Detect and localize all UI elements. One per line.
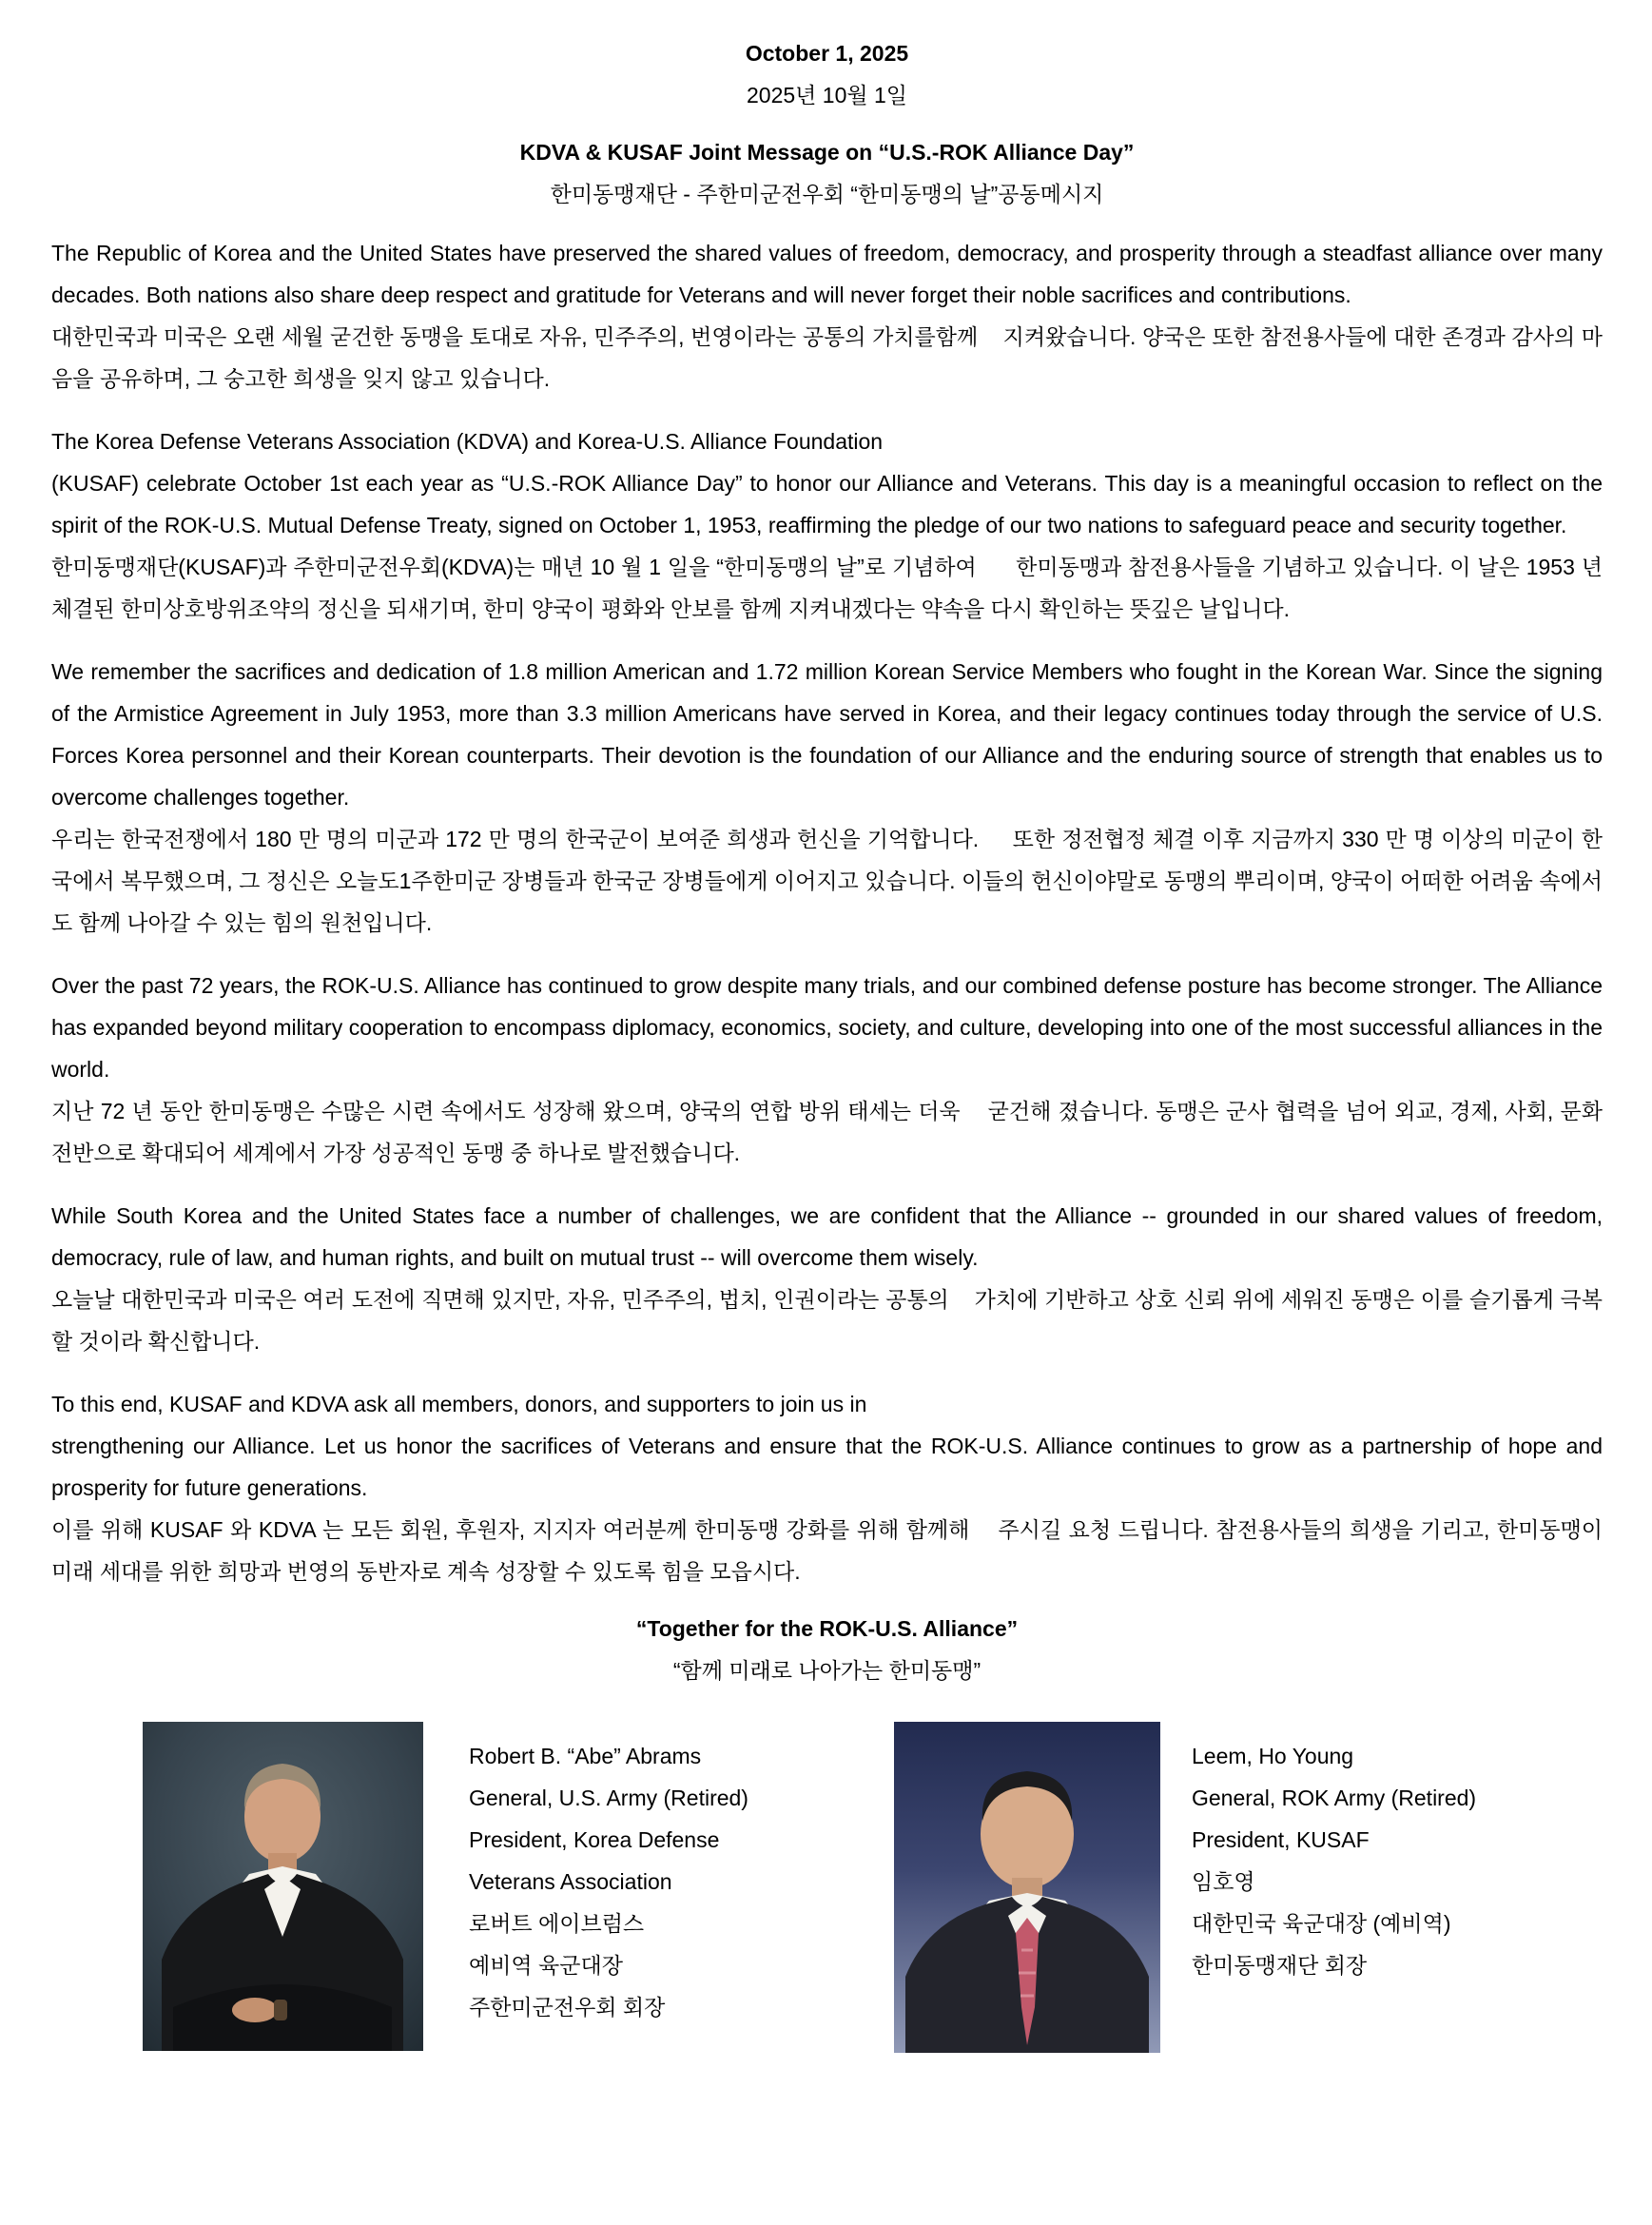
paragraph [51, 1195, 1603, 1362]
message-paragraphs [51, 232, 1603, 1592]
signature-line: Veterans Association [469, 1869, 672, 1894]
paragraph-text-ko: 오늘날 대한민국과 미국은 여러 도전에 직면해 있지만, 자유, 민주주의, 법치, 인권이라는 공통의 가치에 기반하고 상호 신뢰 위에 세워진 동맹은 이를 슬기롭게 극복할 것이라 확신합니다. [51, 1287, 1603, 1354]
paragraph [51, 1383, 1603, 1592]
signature-line: Leem, Ho Young [1192, 1744, 1354, 1768]
signature-line: General, ROK Army (Retired) [1192, 1786, 1477, 1810]
document-header [51, 32, 1603, 116]
signature-line: 임호영 [1192, 1869, 1255, 1894]
paragraph-text-en: The Korea Defense Veterans Association (KDVA) and Korea-U.S. Alliance Foundation [51, 429, 884, 454]
leem-portrait-photo [894, 1722, 1160, 2053]
signature-line: 로버트 에이브럼스 [469, 1911, 645, 1936]
paragraph-text-ko: 대한민국과 미국은 오랜 세월 굳건한 동맹을 토대로 자유, 민주주의, 번영이라는 공통의 가치를함께 지켜왔습니다. 양국은 또한 참전용사들에 대한 존경과 감사의 마음을 공유하며, 그 숭고한 희생을 잊지 않고 있습니다. [51, 324, 1603, 391]
signature-line: 주한미군전우회 회장 [469, 1995, 666, 2020]
paragraph-text-ko: 이를 위해 KUSAF 와 KDVA 는 모든 회원, 후원자, 지지자 여러분께 한미동맹 강화를 위해 함께해 주시길 요청 드립니다. 참전용사들의 희생을 기리고, 한미동맹이 미래 세대를 위한 희망과 번영의 동반자로 계속 성장할 수 있도록 힘을 모읍시다. [51, 1517, 1603, 1584]
signature-line: 한미동맹재단 회장 [1192, 1953, 1368, 1978]
date-english: October 1, 2025 [745, 41, 909, 66]
signature-line: 대한민국 육군대장 (예비역) [1192, 1911, 1451, 1936]
paragraph-text-en: (KUSAF) celebrate October 1st each year as “U.S.-ROK Alliance Day” to honor our Alliance and Veterans. This day is a meaningful occasion to reflect on the spirit of the ROK-U.S. Mutual Defense Treaty, signed on October 1, 1953, reaffirming the pledge of our two nations to safeguard peace and security together. [51, 471, 1603, 537]
paragraph-text-en: To this end, KUSAF and KDVA ask all members, donors, and supporters to join us in [51, 1392, 867, 1416]
paragraph [51, 651, 1603, 944]
document-title-block [51, 131, 1603, 215]
date-korean: 2025년 10월 1일 [747, 83, 907, 107]
signature-line: 예비역 육군대장 [469, 1953, 623, 1978]
paragraph-text-en: Over the past 72 years, the ROK-U.S. Alliance has continued to grow despite many trials, and our combined defense posture has become stronger. The Alliance has expanded beyond military cooperation to encompass diplomacy, economics, society, and culture, developing into one of the most successful alliances in the world. [51, 973, 1603, 1082]
closing-quote-korean: “함께 미래로 나아가는 한미동맹” [672, 1658, 981, 1683]
signature-line: President, Korea Defense [469, 1827, 720, 1852]
signature-line: President, KUSAF [1192, 1827, 1370, 1852]
title-korean: 한미동맹재단 - 주한미군전우회 “한미동맹의 날”공동메시지 [550, 182, 1104, 206]
paragraph [51, 420, 1603, 630]
paragraph-text-ko: 지난 72 년 동안 한미동맹은 수많은 시련 속에서도 성장해 왔으며, 양국의 연합 방위 태세는 더욱 굳건해 졌습니다. 동맹은 군사 협력을 넘어 외교, 경제, 사회, 문화 전반으로 확대되어 세계에서 가장 성공적인 동맹 중 하나로 발전했습니다. [51, 1099, 1603, 1165]
leem-signature-lines [1192, 1722, 1572, 1986]
paragraph-text-ko: 한미동맹재단(KUSAF)과 주한미군전우회(KDVA)는 매년 10 월 1 일을 “한미동맹의 날”로 기념하여 한미동맹과 참전용사들을 기념하고 있습니다. 이 날은 1953 년 체결된 한미상호방위조약의 정신을 되새기며, 한미 양국이 평화와 안보를 함께 지켜내겠다는 약속을 다시 확인하는 뜻깊은 날입니다. [51, 555, 1603, 621]
paragraph-text-ko: 우리는 한국전쟁에서 180 만 명의 미군과 172 만 명의 한국군이 보여준 희생과 헌신을 기억합니다. 또한 정전협정 체결 이후 지금까지 330 만 명 이상의 미군이 한국에서 복무했으며, 그 정신은 오늘도1주한미군 장병들과 한국군 장병들에게 이어지고 있습니다. 이들의 헌신이야말로 동맹의 뿌리이며, 양국이 어떠한 어려움 속에서도 함께 나아갈 수 있는 힘의 원천입니다. [51, 827, 1603, 935]
abrams-signature-lines [469, 1722, 849, 2028]
paragraph-text-en: While South Korea and the United States face a number of challenges, we are confident that the Alliance -- grounded in our shared values of freedom, democracy, rule of law, and human rights, and built on mutual trust -- will overcome them wisely. [51, 1203, 1603, 1270]
closing-quote-english: “Together for the ROK-U.S. Alliance” [635, 1616, 1019, 1641]
signature-section [51, 1722, 1603, 2053]
title-english: KDVA & KUSAF Joint Message on “U.S.-ROK Alliance Day” [519, 140, 1135, 165]
signature-line: Robert B. “Abe” Abrams [469, 1744, 702, 1768]
abrams-portrait-photo [143, 1722, 423, 2051]
paragraph-text-en: strengthening our Alliance. Let us honor the sacrifices of Veterans and ensure that the ROK-U.S. Alliance continues to grow as a partnership of hope and prosperity for future generations. [51, 1434, 1603, 1500]
closing-block [51, 1608, 1603, 1691]
paragraph-text-en: The Republic of Korea and the United States have preserved the shared values of freedom, democracy, and prosperity through a steadfast alliance over many decades. Both nations also share deep respect and gratitude for Veterans and will never forget their noble sacrifices and contributions. [51, 241, 1603, 307]
paragraph-text-en: We remember the sacrifices and dedication of 1.8 million American and 1.72 million Korean Service Members who fought in the Korean War. Since the signing of the Armistice Agreement in July 1953, more than 3.3 million Americans have served in Korea, and their legacy continues today through the service of U.S. Forces Korea personnel and their Korean counterparts. Their devotion is the foundation of our Alliance and the enduring source of strength that enables us to overcome challenges together. [51, 659, 1603, 810]
signature-line: General, U.S. Army (Retired) [469, 1786, 748, 1810]
paragraph [51, 965, 1603, 1174]
paragraph [51, 232, 1603, 400]
